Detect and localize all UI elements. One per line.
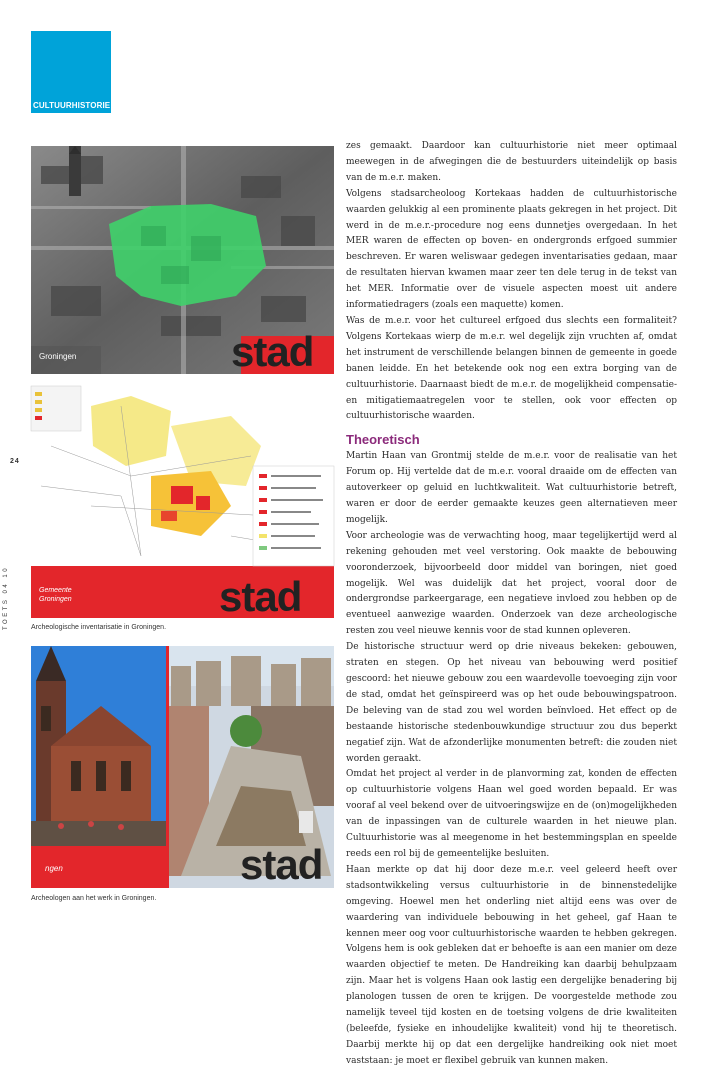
page-number: 24 [10, 458, 20, 465]
article-paragraph: Voor archeologie was de verwachting hoog, maar tegelijkertijd werd al rekening gehouden met veel verstoring. Ook maakte de bebouwing vooronderzoek, bijvoorbeeld door middel van boringen, niet goed mogelijk. Wel was duidelijk dat het project, vooral door de ondergrondse parkeergarage, een negatieve invloed zou hebben op de eventueel aanwezige waarden. Onderzoek van deze archeologische resten zou veel nieuwe kennis voor de stad kunnen opleveren. [346, 530, 677, 637]
aerial-logo: Groningen [39, 352, 77, 361]
article-paragraph: Was de m.e.r. voor het cultureel erfgoed dus slechts een formaliteit? Volgens Kortekaas wierp de m.e.r. wel degelijk zijn vruchten af, omdat het instrument de verschillende belangen binnen de gemeente in goede banen leidde. En het betekende ook nog een extra borging van de cultuurhistorie. Daarnaast biedt de m.e.r. de mogelijkheid compensatie- en mitigatiemaatregelen voor te stellen, ook voor effecten op cultuurhistorische waarden. [346, 315, 677, 422]
map-caption: Archeologische inventarisatie in Groningen. [31, 624, 167, 631]
article-paragraph: De historische structuur werd op drie niveaus bekeken: gebouwen, straten en stegen. Op het niveau van bebouwing werd positief gescoord: het nieuwe gebouw zou een waardevolle toevoeging zijn voor de stad, omdat het geïnspireerd was op het oude bebouwingspatroon. De beleving van de stad zou wel worden beïnvloed. Het effect op de bestaande historische stedenbouwkundige structuur zou dus beperkt negatief zijn. Wat de afzonderlijke monumenten betreft: die zouden niet worden geraakt. [346, 642, 677, 764]
stad-wordmark: stad [240, 841, 323, 888]
article-body [346, 139, 677, 1070]
subheading-theoretisch: Theoretisch [346, 432, 420, 448]
magazine-tag: TOETS 04 10 [3, 565, 9, 630]
section-label: CULTUURHISTORIE [33, 101, 111, 110]
aerial-photo [31, 146, 334, 374]
inventory-map [31, 386, 334, 618]
excavation-photos [31, 646, 334, 888]
photos-logo: ngen [45, 864, 63, 873]
article-paragraph: Omdat het project al verder in de planvorming zat, konden de effecten op cultuurhistorie volgens Haan wel goed worden bepaald. Er was vooraf al veel bekend over de uitvoeringswijze en de (on)mogelijkheden van de inpassingen van de culturele waarden in het nieuwe plan. Cultuurhistorie was al meegenome in het bestemmingsplan en speelde reeds een rol bij de gemeentelijke besluiten. [346, 769, 677, 859]
stad-wordmark: stad [219, 573, 302, 620]
article-paragraph: Haan merkte op dat hij door deze m.e.r. veel geleerd heeft over stadsontwikkeling versus cultuurhistorie in de binnenstedelijke omgeving. Hoewel men het onderling niet altijd eens was over de waardering van individuele bebouwing in het geheel, gaf Haan te kennen meer oog voor cultuurhistorische waarden te hebben gekregen. Volgens hem is ook gebleken dat er behoefte is aan een manier om deze waarden objectief te meten. De Handreiking kan daarbij behulpzaam zijn. Maar het is volgens Haan ook lastig een dergelijke benadering bij planologen tussen de oren te krijgen. De voorgestelde methode zou namelijk teveel tijd kosten en de toetsing volgens de drie kwaliteiten (beleefde, fysieke en inhoudelijke kwaliteit) vond hij te theoretisch. Daarbij merkte hij op dat een dergelijke handreiking ook niet moet vaststaan: je moet er flexibel gebruik van kunnen maken. [346, 864, 677, 1066]
stad-wordmark: stad [231, 328, 314, 375]
article-paragraph: zes gemaakt. Daardoor kan cultuurhistorie niet meer optimaal meewegen in de afwegingen die de bestuurders uiteindelijk op basis van de m.e.r. maken. [346, 141, 677, 183]
photos-caption: Archeologen aan het werk in Groningen. [31, 895, 157, 902]
article-paragraph: Martin Haan van Grontmij stelde de m.e.r. voor de realisatie van het Forum op. Hij vertelde dat de m.e.r. vooral draaide om de effecten van autoverkeer op geluid en luchtkwaliteit. Wat cultuurhistorie betreft, waren er door de eerder gemaakte keuzes geen alternatieven meer mogelijk. [346, 451, 677, 525]
article-paragraph: Volgens stadsarcheoloog Kortekaas hadden de cultuurhistorische waarden gelukkig al een prominente plaats gekregen in het project. Dit werd in de m.e.r.-procedure nog eens dunnetjes overgedaan. In het MER waren de effecten op boven- en ondergronds erfgoed summier beschreven. Er waren weliswaar gedegen inventarisaties gedaan, maar de resultaten hiervan kwamen maar zeer ten dele terug in de tekst van het MER. Informatie over de visuele aspecten moest uit andere informatiedragers (zoals een maquette) komen. [346, 188, 677, 311]
map-logo: Gemeente Groningen [39, 587, 72, 603]
